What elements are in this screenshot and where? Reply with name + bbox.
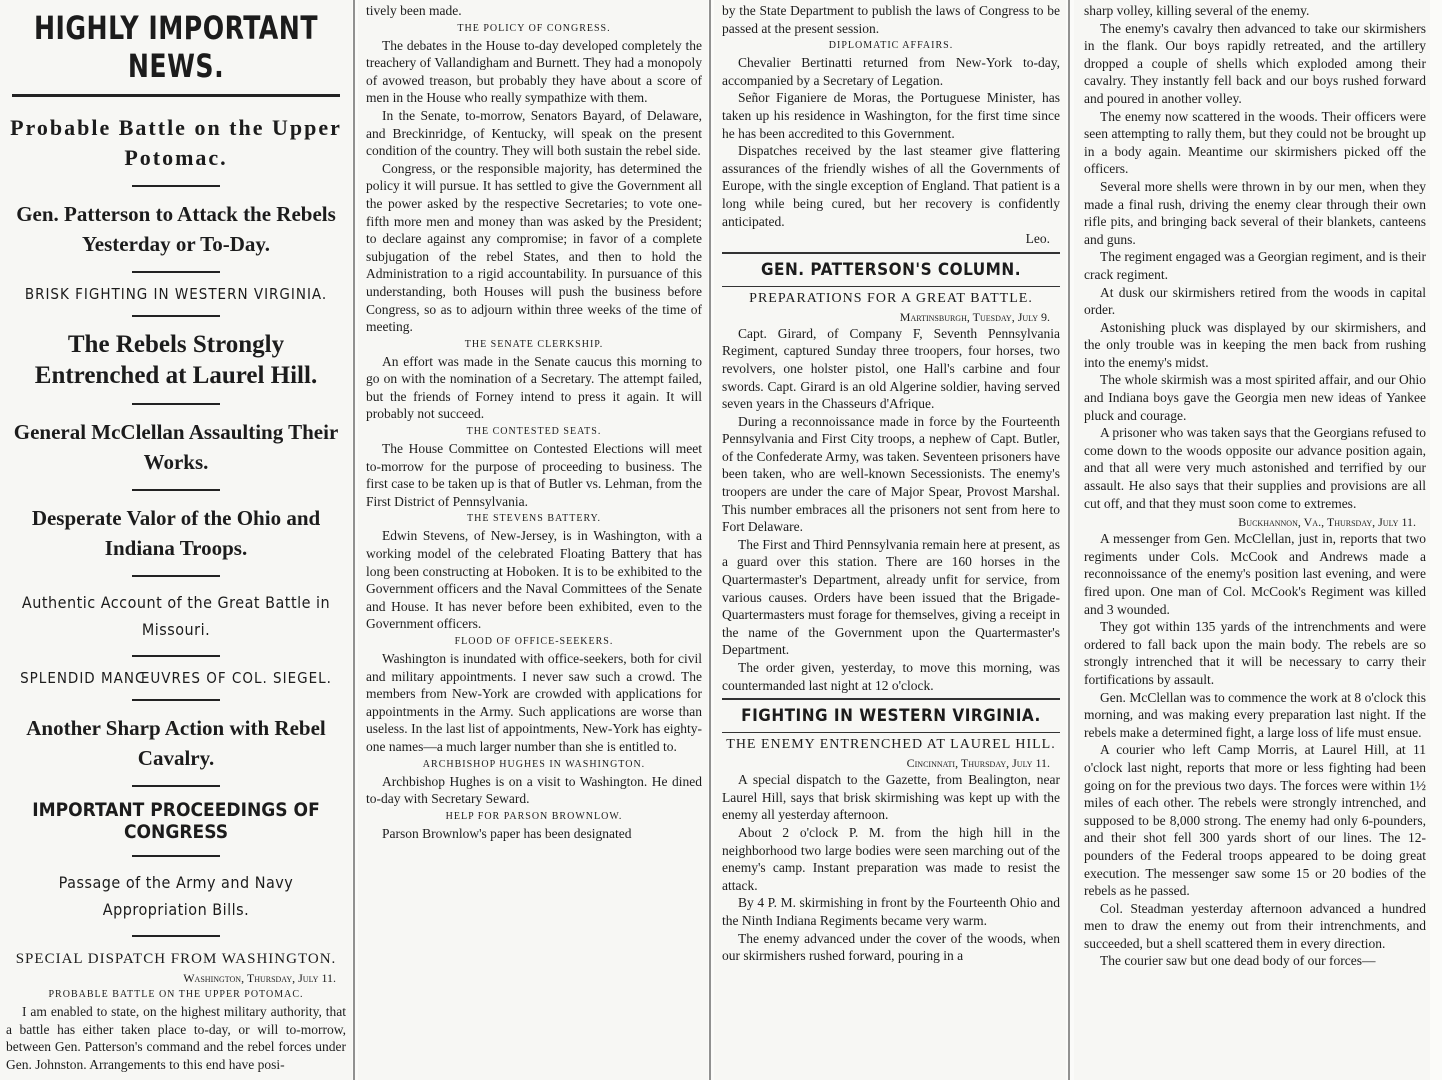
headline: SPLENDID MANŒUVRES OF COL. SIEGEL. [20,669,332,687]
headline-rule [132,935,220,937]
dispatch-heading: SPECIAL DISPATCH FROM WASHINGTON. [15,951,337,967]
paragraph: They got within 135 yards of the intrenchments and were ordered to fall back upon the main body. The rebels are so strongly intrenched that it will be necessary to carry their fortifications by assault. [1084,619,1426,687]
headline: Passage of the Army and Navy Appropriation Bills. [58,873,294,919]
paragraph: About 2 o'clock P. M. from the high hill in the neighborhood two large bodies were seen marching out of the enemy's camp. Instant preparation was made to resist the attack. [722,824,1060,893]
paragraph: By 4 P. M. skirmishing in front by the Fourteenth Ohio and the Ninth Indiana Regiments became very warm. [722,895,1060,928]
section-subheading: PREPARATIONS FOR A GREAT BATTLE. [749,290,1033,306]
column-rule [709,0,711,1080]
section-rule [722,732,1060,733]
paragraph: A prisoner who was taken says that the Georgians refused to come down to the woods opposite our advance position again, and that all were very much astonished and terrified by our assault. He also says that their supplies and provisions are all cut off, and that they must soon come to extremes. [1084,425,1426,511]
subheading: THE SENATE CLERKSHIP. [464,338,604,350]
paragraph: Parson Brownlow's paper has been designated [382,825,632,841]
dateline: Washington, Thursday, July 11. [183,971,336,985]
subheading: PROBABLE BATTLE ON THE UPPER POTOMAC. [48,989,304,1000]
headline-rule [132,403,220,405]
subheading: DIPLOMATIC AFFAIRS. [828,40,954,52]
section-rule [722,698,1060,700]
signoff: Leo. [1025,231,1050,247]
headline-rule [132,271,220,273]
section-heading: GEN. PATTERSON'S COLUMN. [760,259,1022,280]
subheading: FLOOD OF OFFICE-SEEKERS. [454,636,614,647]
headline-rule [12,94,340,97]
paragraph: The whole skirmish was a most spirited affair, and our Ohio and Indiana boys gave the Georgia men new ideas of Yankee pluck and courage. [1084,372,1426,423]
subheading: THE POLICY OF CONGRESS. [457,22,611,34]
paragraph: The enemy advanced under the cover of the woods, when our skirmishers rushed forward, pouring in a [722,930,1060,964]
column-headlines [0,0,352,1080]
headline: Probable Battle on the Upper Potomac. [10,115,342,170]
paragraph: Washington is inundated with office-seekers, both for civil and military appointments. I never saw such a crowd. The members from New-York are crowded with applications for appointments in the Army. Such applications are worse than useless. In the last list of appointments, New-York has eighty-one names—a much larger number than she is entitled to. [366,651,702,754]
paragraph: Several more shells were thrown in by our men, when they made a final rush, driving the enemy clear through their own rifle pits, and bringing back several of their blankets, canteens and guns. [1084,178,1426,247]
paragraph: Col. Steadman yesterday afternoon advanced a hundred men to draw the enemy out from their intrenchments, and succeeded, but a shell scattered them in every direction. [1084,900,1426,951]
paragraph: Gen. McClellan was to commence the work at 8 o'clock this morning, and was making every preparation last night. If the rebels make a determined fight, a large loss of life must ensue. [1084,689,1426,740]
headline-rule [132,855,220,857]
section-heading: FIGHTING IN WESTERN VIRGINIA. [741,706,1041,727]
paragraph: The House Committee on Contested Elections will meet to-morrow for the purpose of proceeding to business. The first case to be taken up is that of Butler vs. Lehman, from the First District of Pennsylvania. [366,441,702,509]
paragraph: In the Senate, to-morrow, Senators Bayard, of Delaware, and Breckinridge, of Kentucky, will speak on the present condition of the country. They will both sustain the rebel side. [366,107,702,159]
paragraph: The enemy's cavalry then advanced to take our skirmishers in the flank. Our boys rapidly retreated, and the artillery dropped a couple of shells which exploded among their cavalry. They instantly fell back and our boys rushed forward and poured in another volley. [1084,20,1426,106]
column-congress [358,0,708,1080]
paragraph: Congress, or the responsible majority, has determined the policy it will pursue. It has settled to give the Government all the power asked by the respective Secretaries; to vote one-fifth more men and money than was asked by the President; to declare against any compromise; in favor of a complete subjugation of the rebel States, and then to hold the Administration to a rigid accountability. In pursuance of this understanding, both Houses will push the business before Congress, so as to adjourn within three weeks of the time of meeting. [366,160,702,335]
paragraph: Señor Figaniere de Moras, the Portuguese Minister, has taken up his residence in Washington, for the first time since he has been accredited to this Government. [722,90,1060,141]
paragraph: Archbishop Hughes is on a visit to Washington. He dined to-day with Secretary Seward. [366,773,702,807]
masthead-title: HIGHLY IMPORTANT NEWS. [33,9,319,85]
paragraph: by the State Department to publish the laws of Congress to be passed at the present session. [722,3,1060,36]
section-subheading: THE ENEMY ENTRENCHED AT LAUREL HILL. [726,737,1056,753]
headline-rule [132,785,220,787]
paragraph: The enemy now scattered in the woods. Their officers were seen attempting to rally them, but they could not be brought up in a body again. Meantime our skirmishers picked off the officers. [1084,108,1426,177]
subheading: HELP FOR PARSON BROWNLOW. [445,810,623,822]
dateline: Cincinnati, Thursday, July 11. [906,756,1050,771]
paragraph: The courier saw but one dead body of our forces— [1100,953,1376,969]
column-patterson [714,0,1066,1080]
paragraph: A courier who left Camp Morris, at Laurel Hill, at 11 o'clock last night, reports that more or less fighting had been going on for the previous two days. The forces were within 1½ miles of each other. The rebels were strongly intrenched, and supposed to be 8,000 strong. The enemy had only 6-pounders, and their shot fell 300 yards short of our lines. The 12-pounders of the Federal troops appeared to be doing great execution. The messenger saw some 15 or 20 bodies of the rebels as he passed. [1084,742,1426,899]
headline: General McClellan Assaulting Their Works. [13,420,339,474]
headline-rule [132,489,220,491]
headline: Another Sharp Action with Rebel Cavalry. [26,716,326,770]
paragraph: sharp volley, killing several of the enemy. [1084,3,1310,18]
column-rule [1068,0,1070,1080]
headline-rule [132,575,220,577]
subheading: THE STEVENS BATTERY. [467,513,601,525]
paragraph: A messenger from Gen. McClellan, just in, reports that two regiments under Cols. McCook and Andrews made a reconnoissance of the enemy's position last evening, and were fired upon. One man of Col. McCook's Regiment was killed and 3 wounded. [1084,531,1426,617]
headline-rule [132,699,220,701]
paragraph: Dispatches received by the last steamer give flattering assurances of the friendly wishes of all the Governments of Europe, with the single exception of England. That patient is a long while being cured, but her recovery is confidently anticipated. [722,143,1060,229]
column-skirmish [1074,0,1430,1080]
section-rule [722,286,1060,287]
headline: Authentic Account of the Great Battle in Missouri. [21,593,331,639]
paragraph: An effort was made in the Senate caucus this morning to go on with the nomination of a Secretary. The attempt failed, but the friends of Forney intend to press it again. It will probably not succeed. [366,353,702,422]
paragraph: The order given, yesterday, to move this morning, was countermanded last night at 12 o'clock. [722,660,1060,693]
paragraph: tively been made. [366,3,462,18]
paragraph: The regiment engaged was a Georgian regiment, and is their crack regiment. [1084,249,1426,282]
paragraph: The First and Third Pennsylvania remain here at present, as a guard over this station. There are 160 horses in the Quartermaster's Department, already unfit for service, from various causes. Orders have been issued that the Brigade-Quartermasters must forage for themselves, giving a receipt in the name of the Government upon the Quartermaster's Department. [722,536,1060,658]
subheading: ARCHBISHOP HUGHES IN WASHINGTON. [422,758,646,770]
paragraph: Astonishing pluck was displayed by our skirmishers, and the only trouble was in keeping the men back from rushing into the enemy's midst. [1084,319,1426,370]
headline: Gen. Patterson to Attack the Rebels Yesterday or To-Day. [16,202,336,256]
column-rule [353,0,355,1080]
headline-rule [132,185,220,187]
paragraph: A special dispatch to the Gazette, from Bealington, near Laurel Hill, says that brisk skirmishing was kept up with the enemy all yesterday afternoon. [722,772,1060,823]
headline: IMPORTANT PROCEEDINGS OF CONGRESS [32,799,320,843]
paragraph: I am enabled to state, on the highest military authority, that a battle has either taken place to-day, or will to-morrow, between Gen. Patterson's command and the rebel forces under Gen. Johnston. Arrangements to this end have posi- [6,1004,346,1072]
paragraph: Capt. Girard, of Company F, Seventh Pennsylvania Regiment, captured Sunday three troopers, four horses, two revolvers, one holster pistol, one Hall's carbine and four swords. Capt. Girard is an old Algerine soldier, having served seven years in the Chasseurs d'Afrique. [722,325,1060,412]
section-rule [722,252,1060,254]
paragraph: Edwin Stevens, of New-Jersey, is in Washington, with a working model of the celebrated Floating Battery that has long been constructing at Hoboken. It is to be exhibited to the Government officers and the Naval Committees of the Senate and House. It has never before been exhibited, even to the Government officers. [366,528,702,632]
subheading: THE CONTESTED SEATS. [466,426,602,438]
headline: Desperate Valor of the Ohio and Indiana Troops. [31,506,321,560]
headline-rule [132,655,220,657]
paragraph: During a reconnoissance made in force by the Fourteenth Pennsylvania and First City troops, a nephew of Capt. Butler, of the Confederate Army, was taken. Seventeen prisoners have been taken, who are well-known Secessionists. The enemy's troopers are under the care of Major Spear, Provost Marshal. This number embraces all the prisoners not sent from here to Fort Delaware. [722,413,1061,535]
headline-rule [132,315,220,317]
paragraph: Chevalier Bertinatti returned from New-York to-day, accompanied by a Secretary of Legation. [722,55,1060,88]
dateline: Buckhannon, Va., Thursday, July 11. [1238,515,1416,530]
headline: BRISK FIGHTING IN WESTERN VIRGINIA. [24,285,328,303]
paragraph: The debates in the House to-day developed completely the treachery of Vallandigham and Burnett. They had a monopoly of avowed treason, but probably they have about a score of men in the House who really sympathize with them. [366,37,702,106]
paragraph: At dusk our skirmishers retired from the woods in capital order. [1084,284,1426,318]
headline: The Rebels Strongly Entrenched at Laurel Hill. [34,331,318,389]
dateline: Martinsburgh, Tuesday, July 9. [899,309,1050,324]
